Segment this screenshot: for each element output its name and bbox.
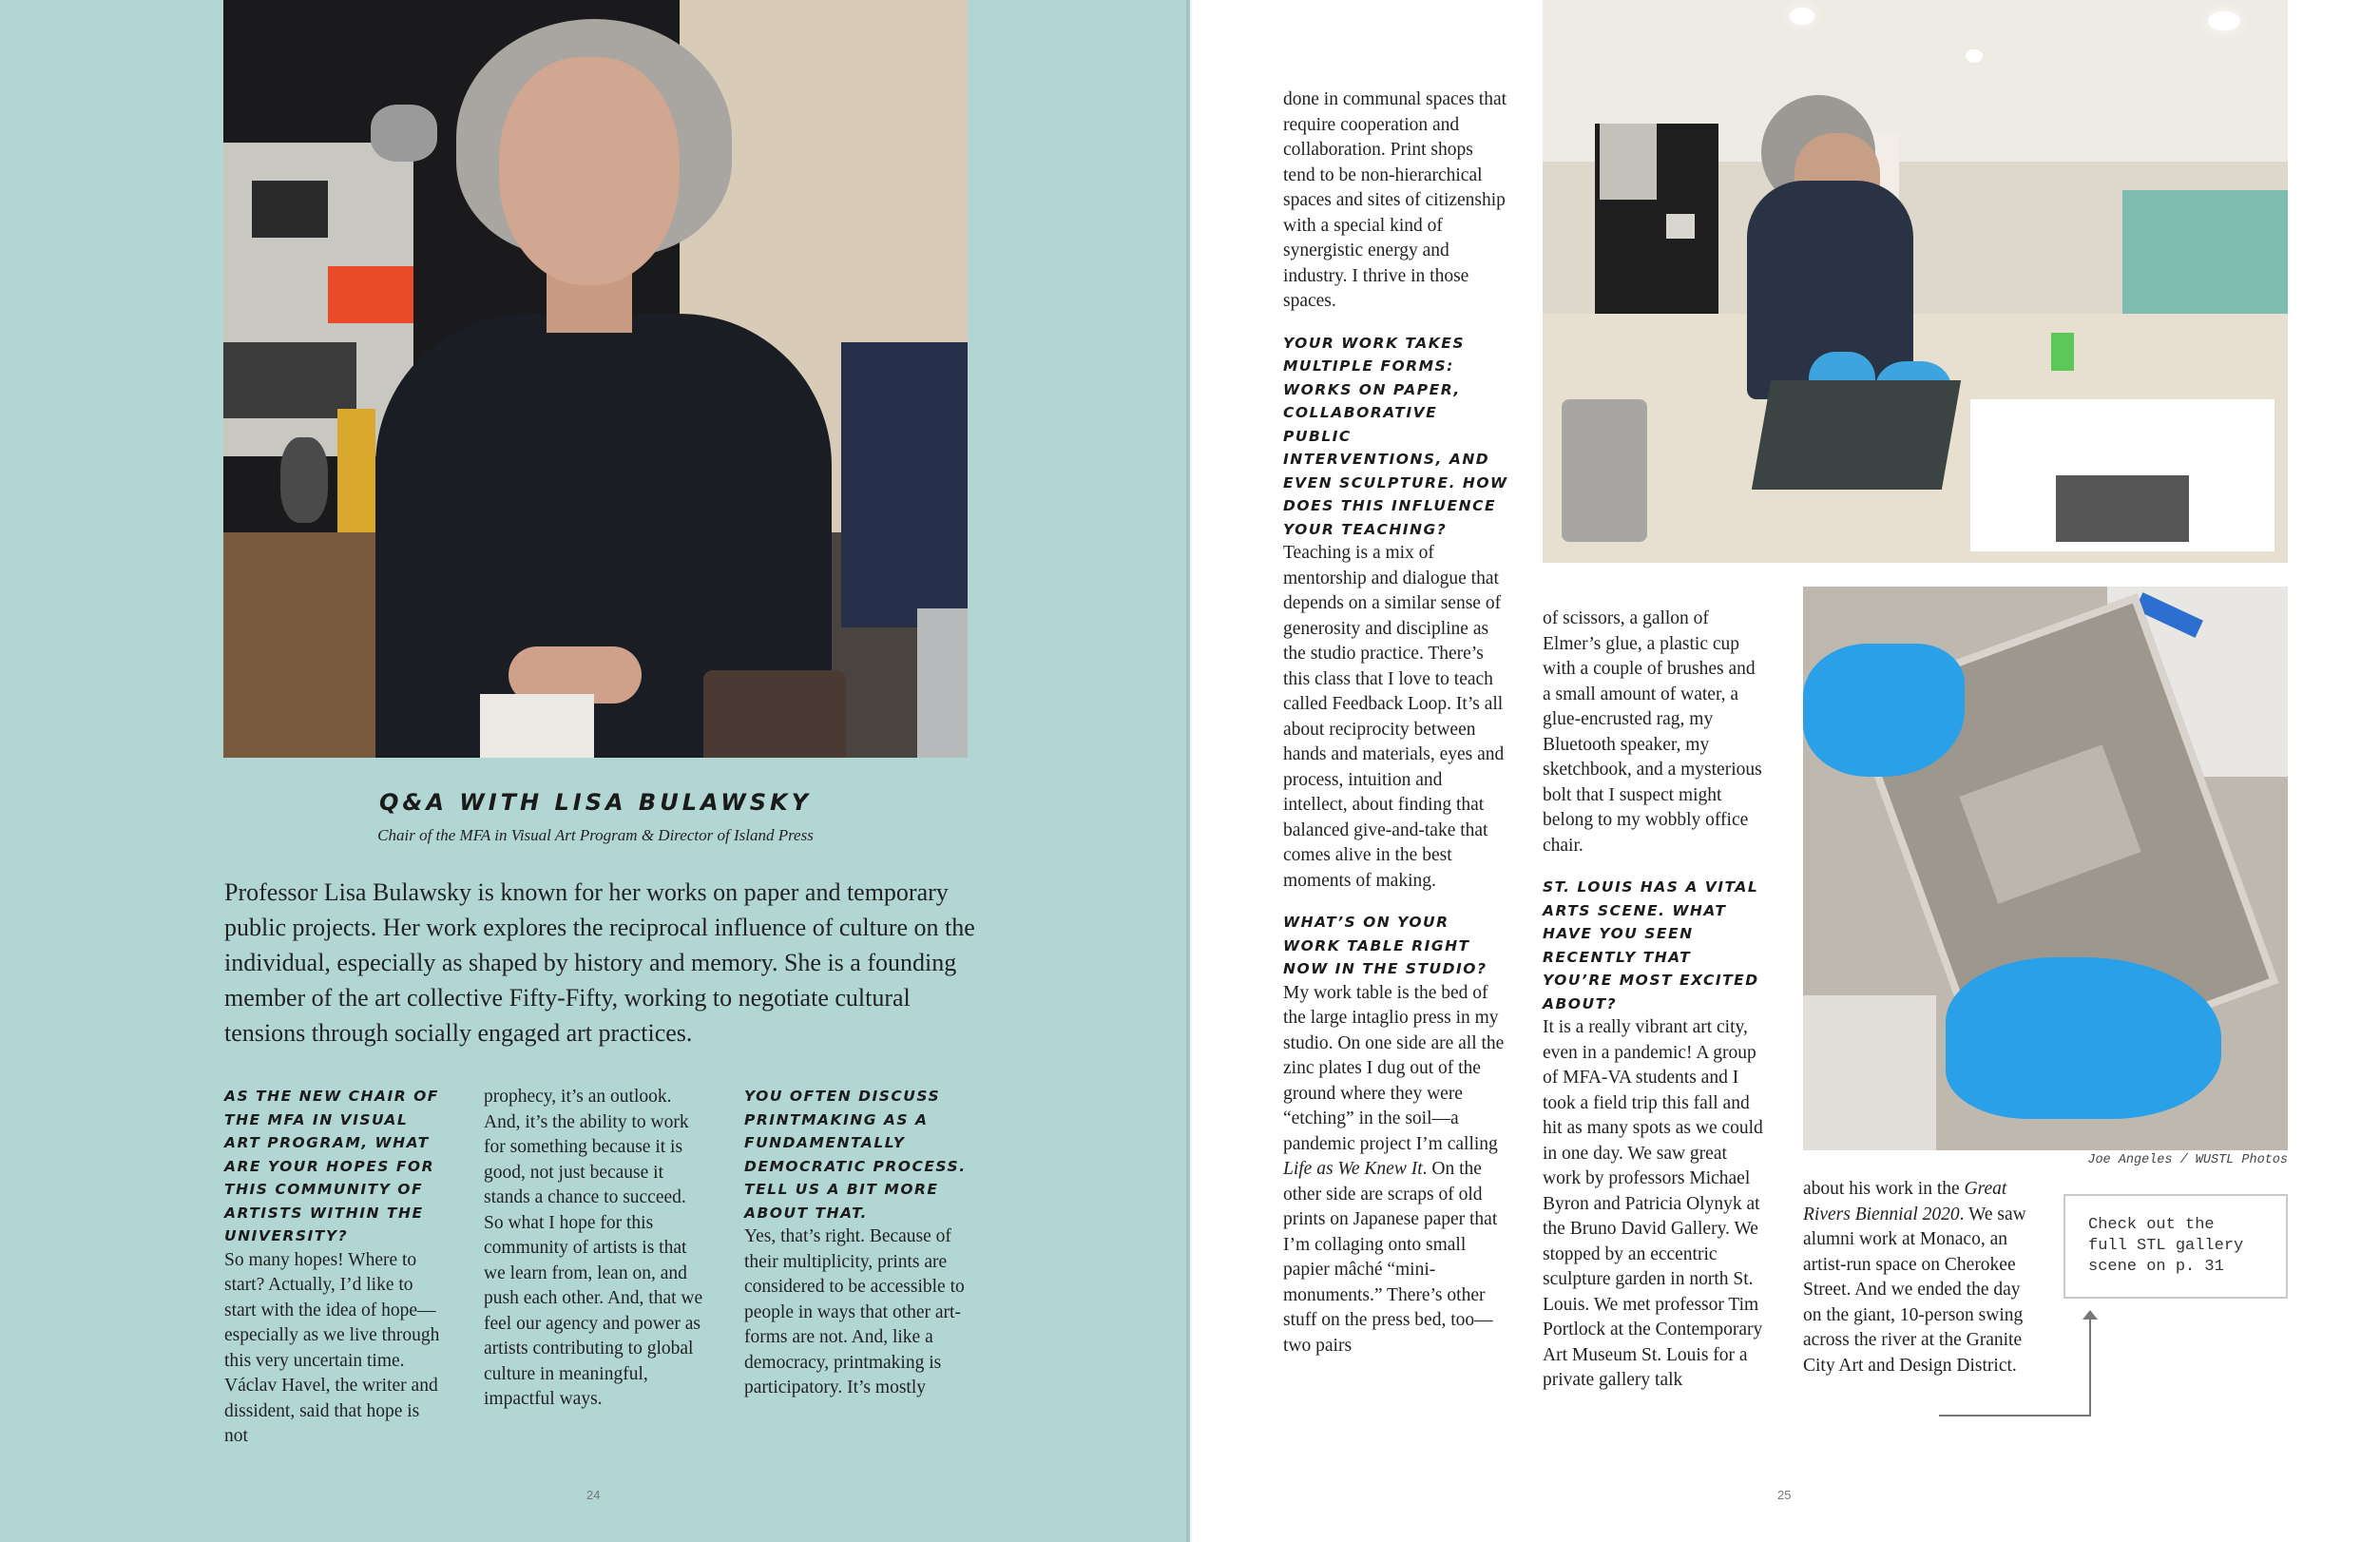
text-column-3: [744, 1085, 968, 1401]
question-democratic: YOU OFTEN DISCUSS PRINTMAKING AS A FUNDAMENTALLY DEMOCRATIC PROCESS. TELL US A BIT MORE ABOUT THAT.: [744, 1088, 967, 1222]
answer-democratic-continued: done in communal spaces that require cooperation and collaboration. Print shops tend to be non-hierarchical spaces and sites of citizenship with a special kind of synergistic energy and industry. I thrive in those spaces.: [1283, 89, 1507, 311]
text-column-1: [224, 1085, 448, 1450]
page-number-right: 25: [1777, 1488, 1792, 1502]
answer-arts-scene-continued: about his work in the Great Rivers Biennial 2020. We saw alumni work at Monaco, an artist-run space on Cherokee Street. And we ended the day on the giant, 10-person swing across the river at the Granite City Art and Design District.: [1803, 1179, 2026, 1376]
text-column-2: [484, 1085, 708, 1413]
project-title: Life as We Knew It: [1283, 1159, 1423, 1179]
article-subtitle: Chair of the MFA in Visual Art Program & Director of Island Press: [377, 826, 814, 844]
page-number-left: 24: [586, 1488, 601, 1502]
callout-connector-vertical: [2089, 1316, 2091, 1417]
studio-photo: [1543, 0, 2288, 563]
text-column-6: [1803, 1177, 2031, 1378]
question-multiple-forms: YOUR WORK TAKES MULTIPLE FORMS: WORKS ON PAPER, COLLABORATIVE PUBLIC INTERVENTIONS, AND EVEN SCULPTURE. HOW DOES THIS INFLUENCE YOUR TEACHING?: [1283, 334, 1508, 538]
article-intro: Professor Lisa Bulawsky is known for her works on paper and temporary public projects. Her work explores the reciprocal influence of culture on the individual, especially as shaped by history and memory. She is a founding member of the art collective Fifty-Fifty, working to negotiate cultural tensions through socially engaged art practices.: [224, 878, 975, 1047]
answer-work-table-continued: of scissors, a gallon of Elmer’s glue, a plastic cup with a couple of brushes and a small amount of water, a glue-encrusted rag, my Bluetooth speaker, my sketchbook, and a mysterious bolt that I suspect might belong to my wobbly office chair.: [1543, 608, 1762, 856]
answer-democratic: Yes, that’s right. Because of their multiplicity, prints are considered to be accessible to people in ways that other art-forms are not. And, like a democracy, printmaking is participatory. It’s mostly: [744, 1226, 965, 1397]
question-work-table: WHAT’S ON YOUR WORK TABLE RIGHT NOW IN THE STUDIO?: [1283, 914, 1488, 977]
question-new-chair: AS THE NEW CHAIR OF THE MFA IN VISUAL ART PROGRAM, WHAT ARE YOUR HOPES FOR THIS COMMUNITY OF ARTISTS WITHIN THE UNIVERSITY?: [224, 1088, 439, 1244]
spine-gutter: [1186, 0, 1194, 1542]
answer-new-chair: So many hopes! Where to start? Actually, I’d like to start with the idea of hope—especially as we live through this very uncertain time. Václav Havel, the writer and dissident, said that hope is not: [224, 1249, 440, 1446]
photo-credit: Joe Angeles / WUSTL Photos: [2087, 1153, 2288, 1167]
arrow-up-icon: [2082, 1310, 2098, 1320]
gallery-callout[interactable]: Check out the full STL gallery scene on p. 31: [2063, 1194, 2288, 1299]
answer-work-table: My work table is the bed of the large intaglio press in my studio. On one side are all the zinc plates I dug out of the ground where they were “etching” in the soil—a pandemic project I’m calling Life as We Knew It. On the other side are scraps of old prints on Japanese paper that I’m collaging onto small papier mâché “mini-monuments.” There’s other stuff on the press bed, too—two pairs: [1283, 982, 1505, 1356]
question-arts-scene: ST. LOUIS HAS A VITAL ARTS SCENE. WHAT HAVE YOU SEEN RECENTLY THAT YOU’RE MOST EXCITED ABOUT?: [1543, 878, 1759, 1012]
answer-new-chair-continued: prophecy, it’s an outlook. And, it’s the ability to work for something because it is good, not just because it stands a chance to succeed. So what I hope for this community of artists is that we learn from, lean on, and push each other. And, that we feel our agency and power as artists contributing to global culture in meaningful, impactful ways.: [484, 1087, 703, 1409]
text-column-4: [1283, 87, 1509, 1359]
article-title: Q&A WITH LISA BULAWSKY: [379, 789, 812, 816]
biennial-title: Great Rivers Biennial 2020: [1803, 1179, 2007, 1224]
answer-multiple-forms: Teaching is a mix of mentorship and dialogue that depends on a similar sense of generosity and discipline as the studio practice. There’s this class that I love to teach called Feedback Loop. It’s all about reciprocity between hands and materials, eyes and process, intuition and intellect, about finding that balanced give-and-take that comes alive in the best moments of making.: [1283, 543, 1505, 891]
portrait-photo: [223, 0, 968, 758]
answer-arts-scene: It is a really vibrant art city, even in a pandemic! A group of MFA-VA students and I took a field trip this fall and hit as many spots as we could in one day. We saw great work by professors Michael Byron and Patricia Olynyk at the Bruno David Gallery. We stopped by an eccentric sculpture garden in north St. Louis. We met professor Tim Portlock at the Contemporary Art Museum St. Louis for a private gallery talk: [1543, 1017, 1763, 1390]
book-photo: [1803, 587, 2288, 1150]
callout-connector-horizontal: [1939, 1415, 2091, 1417]
text-column-5: [1543, 607, 1767, 1394]
